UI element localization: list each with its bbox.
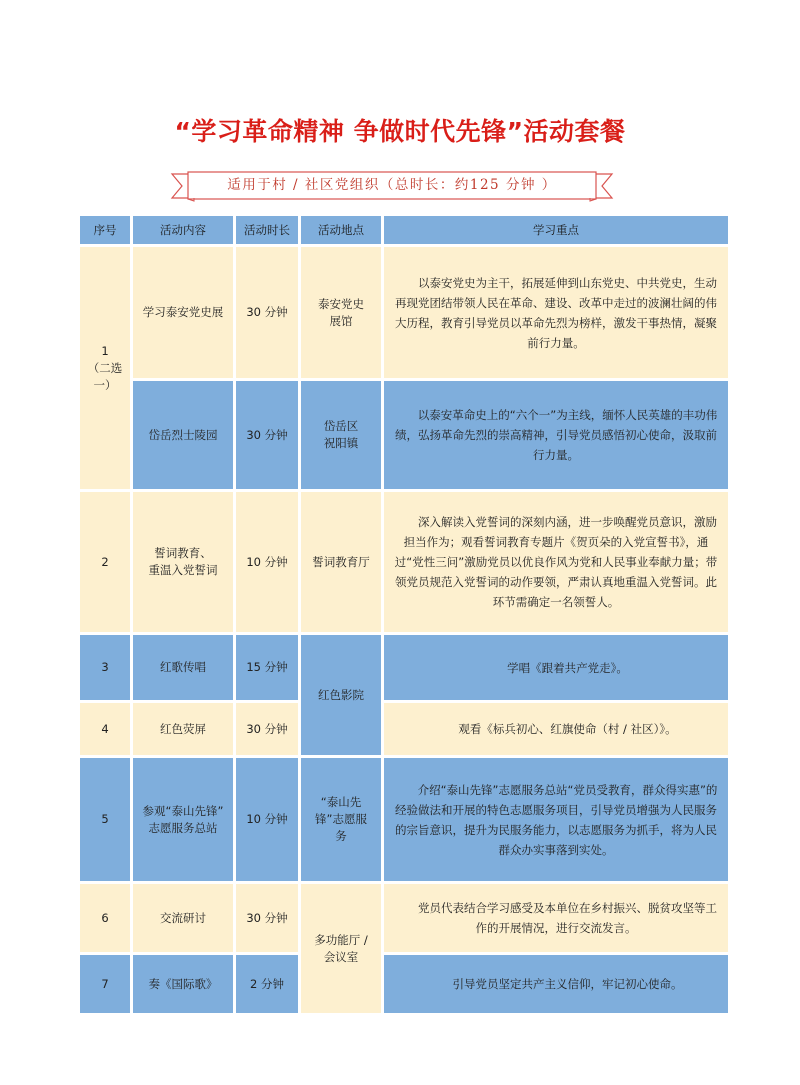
focus-text: 引导党员坚定共产主义信仰，牢记初心使命。 bbox=[452, 977, 683, 991]
page-title: “学习革命精神 争做时代先锋”活动套餐 bbox=[174, 117, 626, 146]
focus-text: 以泰安革命史上的“六个一”为主线，缅怀人民英雄的丰功伟绩，弘扬革命先烈的崇高精神，引导党员感悟初心使命，汲取前行力量。 bbox=[395, 408, 718, 462]
header-location: 活动地点 bbox=[301, 216, 381, 244]
cell-duration: 30 分钟 bbox=[236, 884, 298, 952]
cell-duration: 15 分钟 bbox=[236, 635, 298, 700]
cell-location: 泰安党史 展馆 bbox=[301, 247, 381, 378]
table-row bbox=[80, 884, 728, 952]
cell-content: 交流研讨 bbox=[133, 884, 233, 952]
cell-no: 3 bbox=[80, 635, 130, 700]
cell-no: 6 bbox=[80, 884, 130, 952]
cell-location: 岱岳区 祝阳镇 bbox=[301, 381, 381, 489]
cell-location: “泰山先 锋”志愿服 务 bbox=[301, 758, 381, 881]
table-row bbox=[80, 758, 728, 881]
cell-no: 4 bbox=[80, 703, 130, 755]
cell-content: 红色荧屏 bbox=[133, 703, 233, 755]
cell-content: 誓词教育、 重温入党誓词 bbox=[133, 492, 233, 632]
header-duration: 活动时长 bbox=[236, 216, 298, 244]
cell-content: 奏《国际歌》 bbox=[133, 955, 233, 1013]
cell-duration: 30 分钟 bbox=[236, 703, 298, 755]
cell-no: 1 （二选一） bbox=[80, 247, 130, 489]
activity-table bbox=[77, 213, 731, 1016]
header-focus: 学习重点 bbox=[384, 216, 728, 244]
cell-duration: 30 分钟 bbox=[236, 381, 298, 489]
table-row bbox=[80, 381, 728, 489]
table-header-row bbox=[80, 216, 728, 244]
focus-text: 以泰安党史为主干，拓展延伸到山东党史、中共党史，生动再现党团结带领人民在革命、建设、改革中走过的波澜壮阔的伟大历程，教育引导党员以革命先烈为榜样，激发干事热情，凝聚前行力量。 bbox=[395, 275, 717, 350]
cell-duration: 2 分钟 bbox=[236, 955, 298, 1013]
focus-text: 学唱《跟着共产党走》。 bbox=[507, 660, 628, 675]
cell-content: 参观“泰山先锋” 志愿服务总站 bbox=[133, 758, 233, 881]
subtitle-banner bbox=[170, 170, 614, 202]
cell-focus bbox=[384, 492, 728, 632]
cell-focus bbox=[384, 703, 728, 755]
cell-no: 2 bbox=[80, 492, 130, 632]
cell-focus bbox=[384, 758, 728, 881]
cell-content: 学习泰安党史展 bbox=[133, 247, 233, 378]
subtitle: 适用于村 / 社区党组织（总时长：约125 分钟 ） bbox=[227, 177, 557, 193]
cell-duration: 10 分钟 bbox=[236, 758, 298, 881]
cell-no: 7 bbox=[80, 955, 130, 1013]
cell-duration: 30 分钟 bbox=[236, 247, 298, 378]
cell-focus bbox=[384, 381, 728, 489]
table-row bbox=[80, 703, 728, 755]
cell-location: 红色影院 bbox=[301, 635, 381, 755]
cell-no: 5 bbox=[80, 758, 130, 881]
table-row bbox=[80, 635, 728, 700]
cell-location: 誓词教育厅 bbox=[301, 492, 381, 632]
cell-duration: 10 分钟 bbox=[236, 492, 298, 632]
cell-focus bbox=[384, 247, 728, 378]
header-content: 活动内容 bbox=[133, 216, 233, 244]
header-no: 序号 bbox=[80, 216, 130, 244]
table-row bbox=[80, 955, 728, 1013]
cell-focus bbox=[384, 955, 728, 1013]
focus-text: 党员代表结合学习感受及本单位在乡村振兴、脱贫攻坚等工作的开展情况，进行交流发言。 bbox=[418, 901, 717, 935]
focus-text: 深入解读入党誓词的深刻内涵，进一步唤醒党员意识，激励担当作为；观看誓词教育专题片《贺页朵的入党宣誓书》，通过“党性三问”激励党员以优良作风为党和人民事业奉献力量；带领党员规范入党誓词的动作要领，严肃认真地重温入党誓词。此环节需确定一名领誓人。 bbox=[394, 515, 718, 609]
cell-content: 红歌传唱 bbox=[133, 635, 233, 700]
cell-content: 岱岳烈士陵园 bbox=[133, 381, 233, 489]
cell-focus bbox=[384, 635, 728, 700]
table-row bbox=[80, 492, 728, 632]
table-row bbox=[80, 247, 728, 378]
focus-text: 观看《标兵初心、红旗使命（村 / 社区）》。 bbox=[458, 722, 677, 736]
focus-text: 介绍“泰山先锋”志愿服务总站“党员受教育，群众得实惠”的经验做法和开展的特色志愿服务项目，引导党员增强为人民服务的宗旨意识，提升为民服务能力，以志愿服务为抓手，将为人民群众办实事落到实处。 bbox=[395, 782, 718, 857]
cell-location: 多功能厅 / 会议室 bbox=[301, 884, 381, 1013]
cell-focus bbox=[384, 884, 728, 952]
